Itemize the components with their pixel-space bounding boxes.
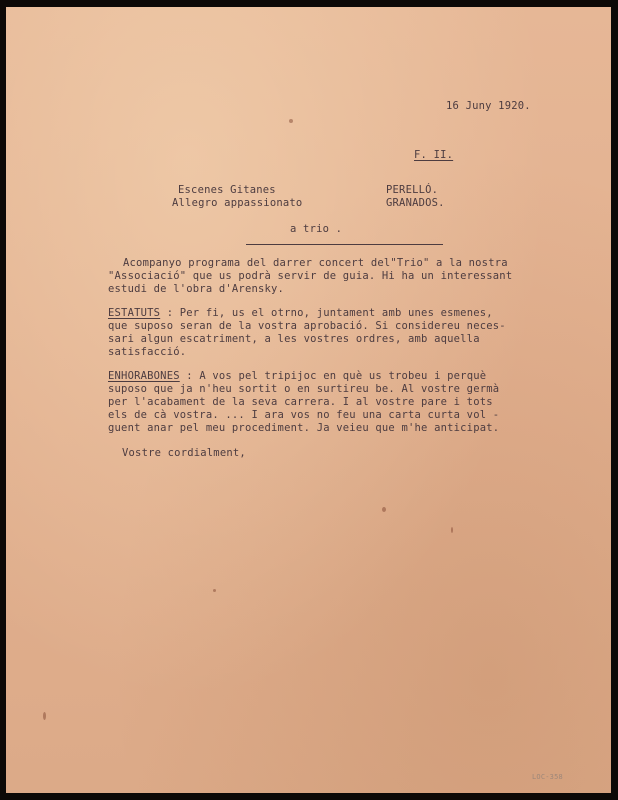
paragraph-2-line-2: que suposo seran de la vostra aprobació. Si considereu neces- — [108, 320, 506, 332]
paragraph-2-line-1: ESTATUTS : Per fi, us el otrno, juntament amb unes esmenes, — [108, 307, 493, 319]
letter-date: 16 Juny 1920. — [446, 100, 531, 112]
program-composer-1: PERELLÓ. — [386, 184, 439, 196]
program-piece-1: Escenes Gitanes — [178, 184, 276, 196]
paper-stain — [289, 119, 293, 123]
paragraph-1-line-2: "Associació" que us podrà servir de guia. Hi ha un interessant — [108, 270, 513, 282]
paragraph-1-line-1: Acompanyo programa del darrer concert del"Trio" a la nostra — [123, 257, 508, 269]
paragraph-3-heading: ENHORABONES — [108, 370, 180, 382]
program-ensemble: a trio . — [290, 223, 343, 235]
paragraph-2-heading: ESTATUTS — [108, 307, 161, 319]
archive-stamp: LOC-358 — [532, 773, 563, 781]
paper-stain — [213, 589, 216, 592]
paragraph-3-line-2: suposo que ja n'heu sortit o en surtireu be. Al vostre germà — [108, 383, 500, 395]
paper-stain — [43, 712, 46, 720]
paragraph-1-line-3: estudi de l'obra d'Arensky. — [108, 283, 285, 295]
paragraph-3-line-5: guent anar pel meu procediment. Ja veieu que m'he anticipat. — [108, 422, 500, 434]
letter-reference: F. II. — [414, 149, 454, 161]
paper-stain — [382, 507, 386, 512]
paragraph-3-line-4: els de cà vostra. ... I ara vos no feu una carta curta vol - — [108, 409, 500, 421]
paragraph-3-line-1: ENHORABONES : A vos pel tripijoc en què us trobeu i perquè — [108, 370, 487, 382]
paragraph-3-line-3: per l'acabament de la seva carrera. I al vostre pare i tots — [108, 396, 493, 408]
program-divider — [246, 244, 443, 245]
paragraph-2-line-3: sari algun escatriment, a les vostres ordres, amb aquella — [108, 333, 480, 345]
program-piece-2: Allegro appassionato — [172, 197, 303, 209]
closing-salutation: Vostre cordialment, — [122, 447, 246, 459]
paragraph-2-line-4: satisfacció. — [108, 346, 187, 358]
program-composer-2: GRANADOS. — [386, 197, 445, 209]
paper-stain — [451, 527, 453, 533]
letter-page — [6, 7, 611, 793]
